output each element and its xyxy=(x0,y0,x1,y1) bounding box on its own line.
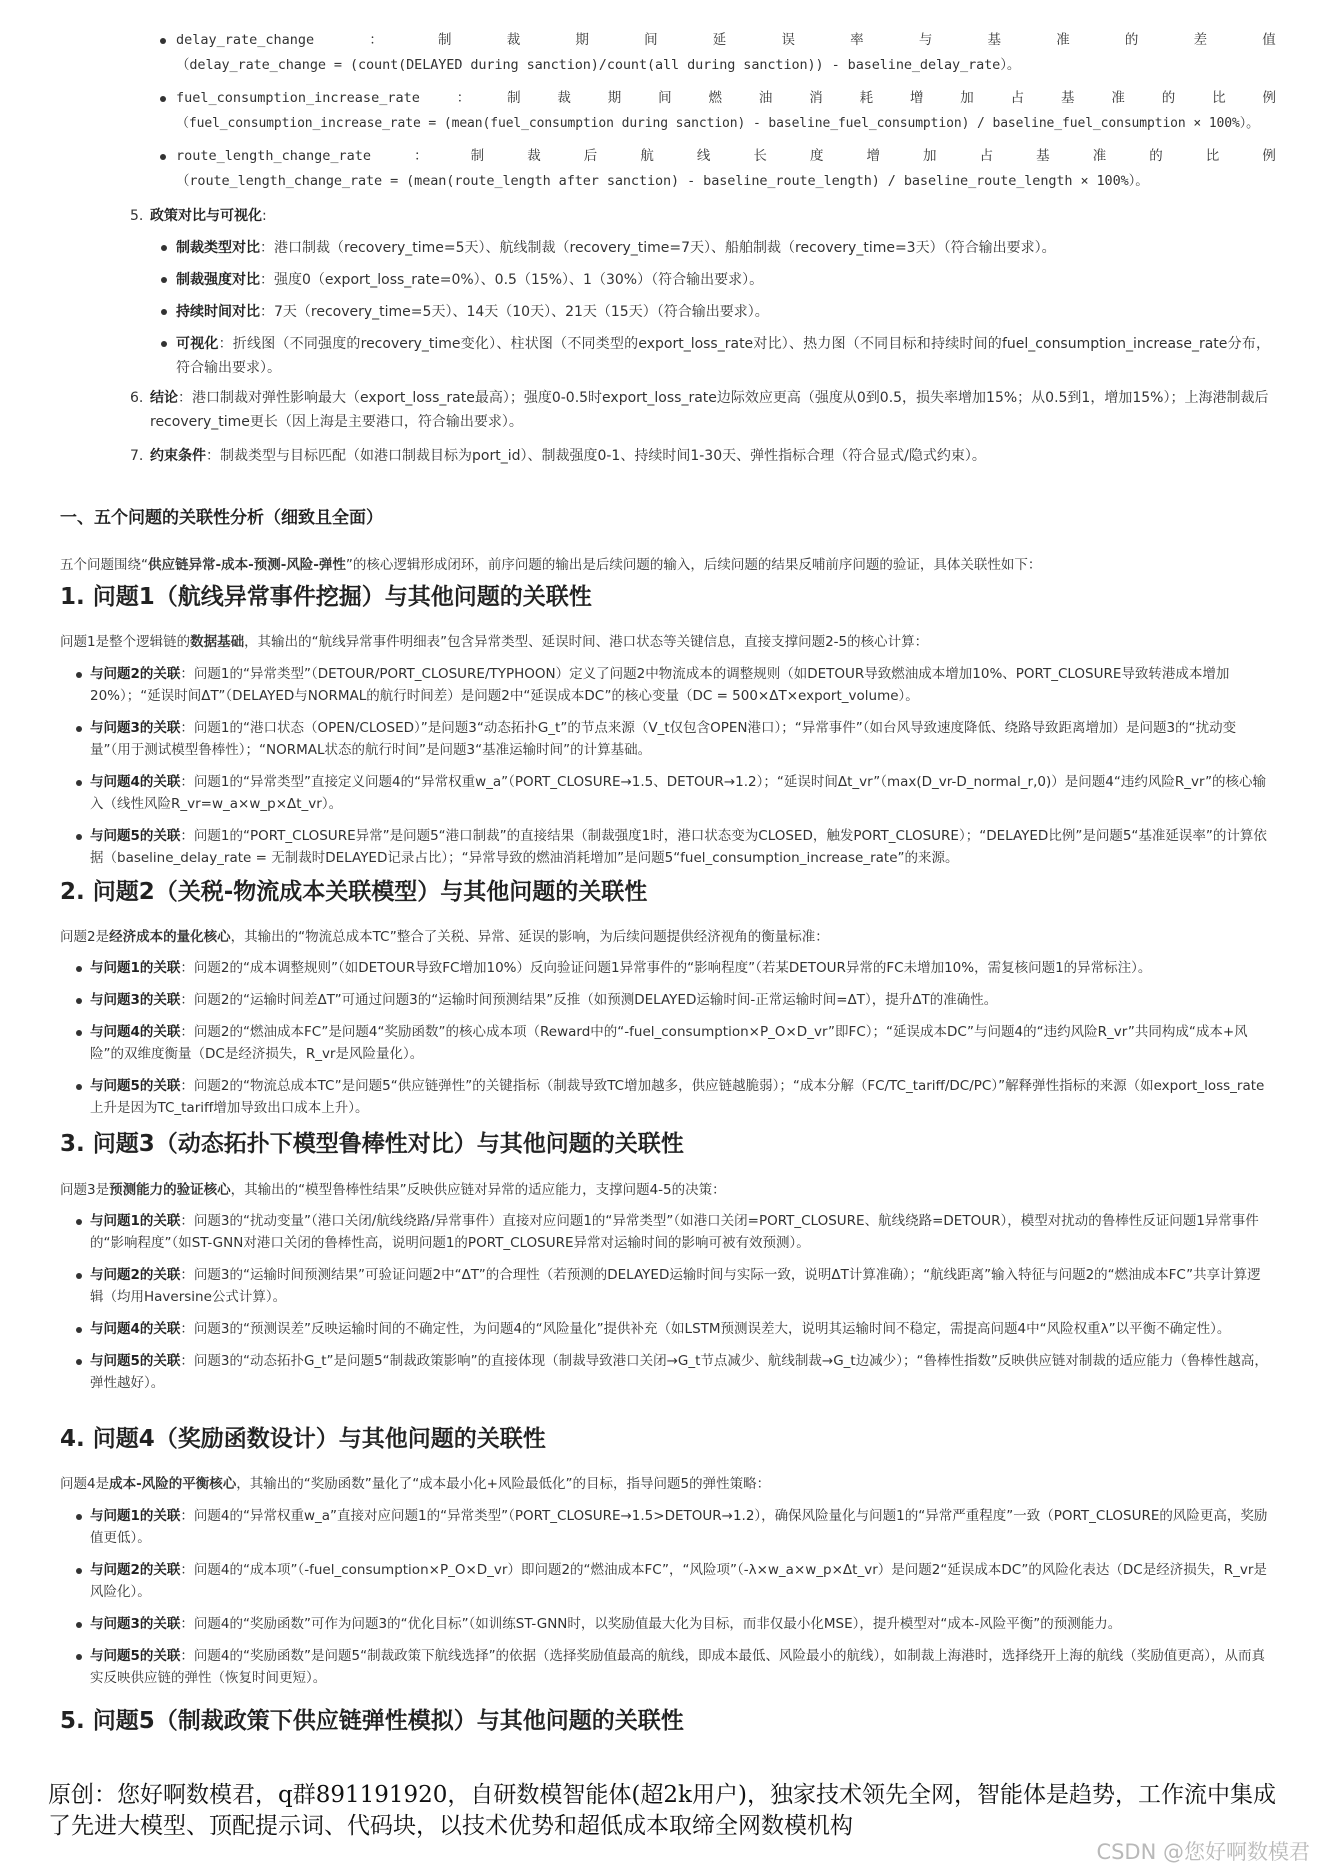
metric-desc-char: 线 xyxy=(696,148,711,164)
relation-item xyxy=(60,1264,1270,1308)
relation-item xyxy=(60,1559,1270,1603)
list-item-colon: : xyxy=(262,208,267,224)
metric-item xyxy=(60,28,1276,78)
metric-desc-char: 延 xyxy=(712,32,727,48)
metric-sep: ： xyxy=(414,148,428,164)
list-item-6 xyxy=(60,386,1270,434)
metric-desc-char: 值 xyxy=(1262,32,1276,48)
sub-bullet-item xyxy=(60,236,1270,260)
metric-desc-char: 加 xyxy=(923,148,937,164)
metric-desc-char: 例 xyxy=(1262,90,1276,106)
intro-bold: 经济成本的量化核心 xyxy=(109,929,231,945)
relation-list xyxy=(60,1505,1270,1699)
relation-list xyxy=(60,663,1270,879)
relation-label: 与问题2的关联 xyxy=(90,666,181,682)
problem-heading: 3. 问题3（动态拓扑下模型鲁棒性对比）与其他问题的关联性 xyxy=(60,1131,684,1157)
relation-label: 与问题2的关联 xyxy=(90,1267,181,1283)
relation-item xyxy=(60,663,1270,707)
problem-heading: 5. 问题5（制裁政策下供应链弹性模拟）与其他问题的关联性 xyxy=(60,1708,684,1734)
intro-text: ”的核心逻辑形成闭环，前序问题的输出是后续问题的输入，后续问题的结果反哺前序问题的验证，具体关联性如下： xyxy=(345,557,1042,573)
relation-text: ：问题4的“奖励函数”可作为问题3的“优化目标”（如训练ST-GNN时，以奖励值最大化为目标，而非仅最小化MSE），提升模型对“成本-风险平衡”的预测能力。 xyxy=(180,1616,1122,1632)
relation-text: ：问题2的“物流总成本TC”是问题5“供应链弹性”的关键指标（制裁导致TC增加越多，供应链越脆弱）；“成本分解（FC/TC_tariff/DC/PC）”解释弹性指标的来源（如export_loss_rate上升是因为TC_tariff增加导致出口成本上升）。 xyxy=(90,1078,1265,1116)
intro-text: 五个问题围绕“ xyxy=(60,557,148,573)
metric-desc-char: 比 xyxy=(1205,148,1220,164)
sub-bullet-text: ：7天（recovery_time=5天）、14天（10天）、21天（15天）（符合输出要求）。 xyxy=(260,304,769,320)
intro-text: ，其输出的“奖励函数”量化了“成本最小化+风险最低化”的目标，指导问题5的弹性策略： xyxy=(236,1476,771,1492)
sub-bullet-label: 可视化 xyxy=(176,336,219,352)
metric-desc-char: 航 xyxy=(640,148,654,164)
metric-desc-char: 比 xyxy=(1212,90,1226,106)
sub-bullet-item xyxy=(60,300,1270,324)
metric-desc-char: 油 xyxy=(758,90,773,106)
relation-item xyxy=(60,1318,1270,1340)
relation-text: ：问题1的“异常类型”直接定义问题4的“异常权重w_a”（PORT_CLOSURE→1.5、DETOUR→1.2）；“延误时间Δt_vr”（max(D_vr-D_normal_r,0)）是问题4“违约风险R_vr”的核心输入（线性风险R_vr=w_a×w_p×Δt_vr）。 xyxy=(90,774,1267,812)
metric-item xyxy=(60,86,1276,136)
metric-desc-char: 消 xyxy=(809,90,823,106)
relation-label: 与问题1的关联 xyxy=(90,1213,181,1229)
intro-text: 问题3是 xyxy=(60,1182,110,1198)
relation-label: 与问题3的关联 xyxy=(90,1616,181,1632)
metric-desc-char: 增 xyxy=(909,90,924,106)
metric-desc-line xyxy=(176,144,1276,169)
relation-text: ：问题3的“运输时间预测结果”可验证问题2中“ΔT”的合理性（若预测的DELAYED运输时间与实际一致，说明ΔT计算准确）；“航线距离”输入特征与问题2的“燃油成本FC”共享计算逻辑（均用Haversine公式计算）。 xyxy=(90,1267,1261,1305)
relation-label: 与问题3的关联 xyxy=(90,720,181,736)
relation-text: ：问题1的“PORT_CLOSURE异常”是问题5“港口制裁”的直接结果（制裁强度1时，港口状态变为CLOSED，触发PORT_CLOSURE）；“DELAYED比例”是问题5“基准延误率”的计算依据（baseline_delay_rate = 无制裁时DELAYED记录占比）；“异常导致的燃油消耗增加”是问题5“fuel_consumption_increase_rate”的来源。 xyxy=(90,828,1267,866)
metric-desc-char: 率 xyxy=(850,32,864,48)
metric-name: route_length_change_rate xyxy=(176,148,372,164)
relation-item xyxy=(60,989,1270,1011)
problem-heading: 2. 问题2（关税-物流成本关联模型）与其他问题的关联性 xyxy=(60,879,648,905)
section-title: 一、五个问题的关联性分析（细致且全面） xyxy=(60,508,383,528)
metric-desc-char: 制 xyxy=(470,148,485,164)
metric-desc-char: 例 xyxy=(1262,148,1276,164)
relation-item xyxy=(60,825,1270,869)
sub-bullet-label: 持续时间对比 xyxy=(176,304,260,320)
metric-desc-char: 间 xyxy=(658,90,672,106)
relation-list xyxy=(60,957,1270,1129)
relation-item xyxy=(60,1613,1270,1635)
metric-desc-char: 占 xyxy=(979,148,994,164)
problem-intro xyxy=(60,630,1270,650)
relation-label: 与问题5的关联 xyxy=(90,1353,181,1369)
intro-bold: 成本-风险的平衡核心 xyxy=(109,1476,237,1492)
metric-desc-char: 误 xyxy=(781,32,795,48)
metric-desc-char: 裁 xyxy=(557,90,571,106)
metric-desc-char: 准 xyxy=(1056,32,1070,48)
problem-heading: 4. 问题4（奖励函数设计）与其他问题的关联性 xyxy=(60,1426,546,1452)
metric-desc-char: 的 xyxy=(1149,148,1163,164)
metric-item xyxy=(60,144,1276,194)
metric-sep: ： xyxy=(456,90,471,106)
metric-desc-char: 基 xyxy=(1061,90,1075,106)
sub-bullet-text: ：港口制裁（recovery_time=5天）、航线制裁（recovery_time=7天）、船舶制裁（recovery_time=3天）（符合输出要求）。 xyxy=(260,240,1056,256)
relation-list xyxy=(60,1210,1270,1404)
metric-desc-char: 燃 xyxy=(708,90,722,106)
problem-heading: 1. 问题1（航线异常事件挖掘）与其他问题的关联性 xyxy=(60,584,592,610)
metric-formula: （delay_rate_change = (count(DELAYED during sanction)/count(all during sanction)) - baseline_delay_rate）。 xyxy=(176,57,1021,73)
intro-text: ，其输出的“航线异常事件明细表”包含异常类型、延误时间、港口状态等关键信息，直接支撑问题2-5的核心计算： xyxy=(244,634,929,650)
relation-label: 与问题1的关联 xyxy=(90,1508,181,1524)
intro-text: 问题1是整个逻辑链的 xyxy=(60,634,191,650)
intro-text: 问题2是 xyxy=(60,929,110,945)
metric-name: delay_rate_change xyxy=(176,32,315,48)
relation-item xyxy=(60,957,1270,979)
list-item-text: ：港口制裁对弹性影响最大（export_loss_rate最高）；强度0-0.5时export_loss_rate边际效应更高（强度从0到0.5，损失率增加15%；从0.5到1，增加15%）；上海港制裁后recovery_time更长（因上海是主要港口，符合输出要求）。 xyxy=(150,390,1269,430)
relation-item xyxy=(60,1075,1270,1119)
metric-desc-char: 基 xyxy=(987,32,1002,48)
metric-desc-char: 耗 xyxy=(859,90,874,106)
relation-label: 与问题4的关联 xyxy=(90,1321,181,1337)
relation-label: 与问题4的关联 xyxy=(90,774,181,790)
relation-label: 与问题5的关联 xyxy=(90,1078,181,1094)
relation-text: ：问题3的“预测误差”反映运输时间的不确定性，为问题4的“风险量化”提供补充（如LSTM预测误差大，说明其运输时间不稳定，需提高问题4中“风险权重λ”以平衡不确定性）。 xyxy=(180,1321,1231,1337)
intro-text: ，其输出的“物流总成本TC”整合了关税、异常、延误的影响，为后续问题提供经济视角的衡量标准： xyxy=(230,929,829,945)
metric-formula: （route_length_change_rate = (mean(route_length after sanction) - baseline_route_length) / baseline_route_length × 100%）。 xyxy=(176,173,1149,189)
relation-text: ：问题2的“运输时间差ΔT”可通过问题3的“运输时间预测结果”反推（如预测DELAYED运输时间-正常运输时间=ΔT），提升ΔT的准确性。 xyxy=(180,992,998,1008)
sub-bullet-label: 制裁强度对比 xyxy=(176,272,260,288)
relation-label: 与问题4的关联 xyxy=(90,1024,181,1040)
metric-desc-char: 与 xyxy=(918,32,933,48)
metric-desc-char: 准 xyxy=(1092,148,1107,164)
list-number: 5. xyxy=(130,208,144,224)
relation-item xyxy=(60,1210,1270,1254)
metric-name: fuel_consumption_increase_rate xyxy=(176,90,420,106)
relation-item xyxy=(60,1021,1270,1065)
metric-desc-char: 裁 xyxy=(506,32,521,48)
sub-bullet-item xyxy=(60,268,1270,292)
list-item-text: ：制裁类型与目标匹配（如港口制裁目标为port_id）、制裁强度0-1、持续时间1-30天、弹性指标合理（符合显式/隐式约束）。 xyxy=(206,448,986,464)
problem-intro xyxy=(60,1178,1270,1198)
metric-desc-char: 占 xyxy=(1010,90,1025,106)
section-intro xyxy=(60,553,1270,573)
relation-item xyxy=(60,717,1270,761)
metric-desc-char: 的 xyxy=(1124,32,1139,48)
relation-item xyxy=(60,1645,1270,1689)
metric-desc-char: 后 xyxy=(583,148,598,164)
relation-text: ：问题1的“港口状态（OPEN/CLOSED）”是问题3“动态拓扑G_t”的节点来源（V_t仅包含OPEN港口）；“异常事件”（如台风导致速度降低、绕路导致距离增加）是问题3的“扰动变量”（用于测试模型鲁棒性）；“NORMAL状态的航行时间”是问题3“基准运输时间”的计算基础。 xyxy=(90,720,1237,758)
metric-desc-char: 差 xyxy=(1193,32,1208,48)
sub-bullet-item xyxy=(60,332,1270,380)
intro-text: ，其输出的“模型鲁棒性结果”反映供应链对异常的适应能力，支撑问题4-5的决策： xyxy=(230,1182,726,1198)
relation-text: ：问题2的“燃油成本FC”是问题4“奖励函数”的核心成本项（Reward中的“-fuel_consumption×P_O×D_vr”即FC）；“延误成本DC”与问题4的“违约风险R_vr”共同构成“成本+风险”的双维度衡量（DC是经济损失，R_vr是风险量化）。 xyxy=(90,1024,1248,1062)
relation-text: ：问题1的“异常类型”（DETOUR/PORT_CLOSURE/TYPHOON）定义了问题2中物流成本的调整规则（如DETOUR导致燃油成本增加10%、PORT_CLOSURE导致转港成本增加20%）；“延误时间ΔT”（DELAYED与NORMAL的航行时间差）是问题2中“延误成本DC”的核心变量（DC = 500×ΔT×export_volume）。 xyxy=(90,666,1230,704)
metric-desc-line xyxy=(176,86,1276,111)
metric-desc-char: 期 xyxy=(607,90,622,106)
relation-label: 与问题2的关联 xyxy=(90,1562,181,1578)
relation-item xyxy=(60,1350,1270,1394)
metric-desc-char: 裁 xyxy=(527,148,541,164)
metric-sep: ： xyxy=(369,32,383,48)
relation-item xyxy=(60,1505,1270,1549)
metric-desc-char: 制 xyxy=(507,90,521,106)
metric-desc-char: 长 xyxy=(753,148,767,164)
relation-label: 与问题5的关联 xyxy=(90,828,181,844)
intro-text: 问题4是 xyxy=(60,1476,110,1492)
metric-formula: （fuel_consumption_increase_rate = (mean(fuel_consumption during sanction) - baseline_fuel_consumption) / baseline_fuel_consumption × 100%）。 xyxy=(176,116,1260,131)
relation-label: 与问题1的关联 xyxy=(90,960,181,976)
metric-desc-char: 度 xyxy=(809,148,824,164)
metric-desc-char: 的 xyxy=(1161,90,1176,106)
relation-text: ：问题4的“奖励函数”是问题5“制裁政策下航线选择”的依据（选择奖励值最高的航线，即成本最低、风险最小的航线），如制裁上海港时，选择绕开上海的航线（奖励值更高），从而真实反映供应链的弹性（恢复时间更短）。 xyxy=(90,1648,1266,1686)
problem-intro xyxy=(60,1472,1270,1492)
relation-text: ：问题4的“成本项”（-fuel_consumption×P_O×D_vr）即问题2的“燃油成本FC”，“风险项”（-λ×w_a×w_p×Δt_vr）是问题2“延误成本DC”的风险化表达（DC是经济损失，R_vr是风险化）。 xyxy=(90,1562,1267,1600)
metric-desc-char: 准 xyxy=(1111,90,1125,106)
relation-item xyxy=(60,771,1270,815)
relation-text: ：问题4的“异常权重w_a”直接对应问题1的“异常类型”（PORT_CLOSURE→1.5>DETOUR→1.2），确保风险量化与问题1的“异常严重程度”一致（PORT_CLOSURE的风险更高，奖励值更低）。 xyxy=(90,1508,1268,1546)
metric-desc-char: 制 xyxy=(438,32,452,48)
metric-desc-char: 期 xyxy=(575,32,589,48)
list-item-title: 结论 xyxy=(150,390,178,406)
relation-text: ：问题3的“扰动变量”（港口关闭/航线绕路/异常事件）直接对应问题1的“异常类型”（如港口关闭=PORT_CLOSURE、航线绕路=DETOUR），模型对扰动的鲁棒性反证问题1异常事件的“影响程度”（如ST-GNN对港口关闭的鲁棒性高，说明问题1的PORT_CLOSURE异常对运输时间的影响可被有效预测）。 xyxy=(90,1213,1259,1251)
list-item-title: 约束条件 xyxy=(150,448,206,464)
intro-bold: 供应链异常-成本-预测-风险-弹性 xyxy=(148,557,346,573)
relation-text: ：问题3的“动态拓扑G_t”是问题5“制裁政策影响”的直接体现（制裁导致港口关闭→G_t节点减少、航线制裁→G_t边减少）；“鲁棒性指数”反映供应链对制裁的适应能力（鲁棒性越高，弹性越好）。 xyxy=(90,1353,1268,1391)
metric-desc-char: 增 xyxy=(866,148,880,164)
sub-bullet-text: ：折线图（不同强度的recovery_time变化）、柱状图（不同类型的export_loss_rate对比）、热力图（不同目标和持续时间的fuel_consumption_increase_rate分布，符合输出要求）。 xyxy=(176,336,1270,376)
metric-list xyxy=(60,28,1276,468)
metric-desc-line xyxy=(176,28,1276,53)
metric-desc-char: 间 xyxy=(644,32,658,48)
footer-text: 原创：您好啊数模君，q群891191920，自研数模智能体(超2k用户)，独家技术领先全网，智能体是趋势，工作流中集成了先进大模型、顶配提示词、代码块，以技术优势和超低成本取缔全网数模机构 xyxy=(48,1782,1276,1839)
sub-bullet-text: ：强度0（export_loss_rate=0%）、0.5（15%）、1（30%）（符合输出要求）。 xyxy=(260,272,764,288)
list-item-title: 政策对比与可视化 xyxy=(150,208,262,224)
intro-bold: 预测能力的验证核心 xyxy=(109,1182,231,1198)
csdn-watermark: CSDN @您好啊数模君 xyxy=(1096,1840,1310,1864)
metric-desc-char: 基 xyxy=(1036,148,1050,164)
metric-desc-char: 加 xyxy=(960,90,974,106)
list-item-5 xyxy=(60,204,1270,228)
relation-label: 与问题5的关联 xyxy=(90,1648,181,1664)
list-number: 6. xyxy=(130,390,144,406)
problem-intro xyxy=(60,925,1270,945)
relation-label: 与问题3的关联 xyxy=(90,992,181,1008)
relation-text: ：问题2的“成本调整规则”（如DETOUR导致FC增加10%）反向验证问题1异常事件的“影响程度”（若某DETOUR异常的FC未增加10%，需复核问题1的异常标注）。 xyxy=(180,960,1152,976)
sub-bullet-label: 制裁类型对比 xyxy=(176,240,260,256)
intro-bold: 数据基础 xyxy=(190,634,245,650)
list-item-7 xyxy=(60,444,1270,468)
list-number: 7. xyxy=(130,448,144,464)
